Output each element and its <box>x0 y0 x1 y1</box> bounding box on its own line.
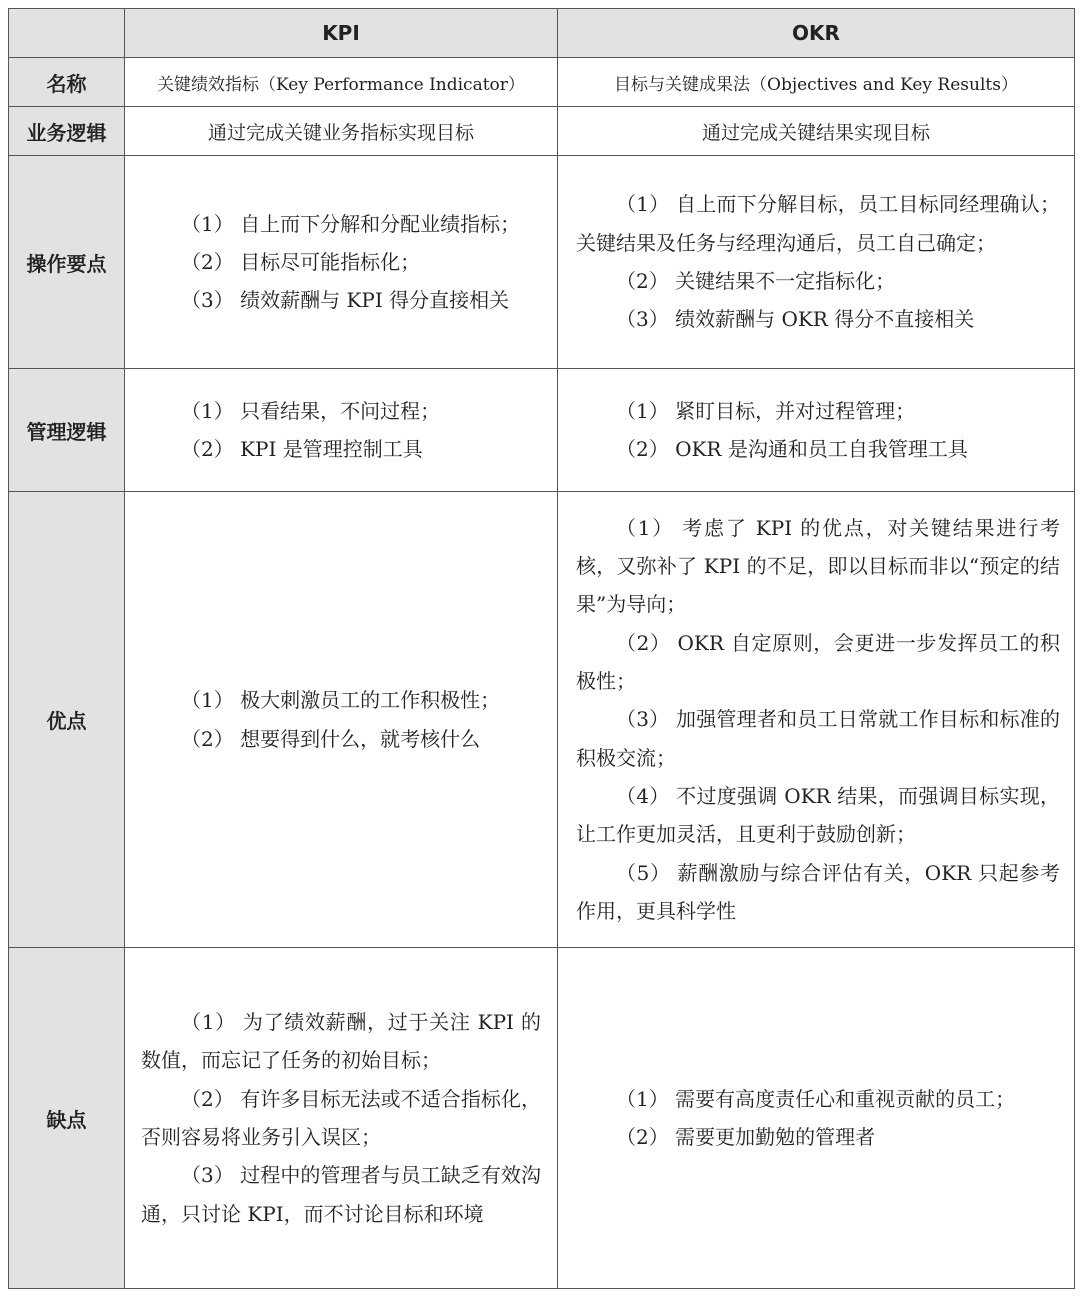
list-item: （1） 极大刺激员工的工作积极性； <box>181 688 501 713</box>
list-item: （2） 有许多目标无法或不适合指标化，否则容易将业务引入误区； <box>141 1086 541 1149</box>
row-label-name: 名称 <box>9 58 125 107</box>
list-item: （3） 绩效薪酬与 KPI 得分直接相关 <box>181 288 510 313</box>
kpi-business-logic-cell: 通过完成关键业务指标实现目标 <box>125 107 558 156</box>
row-label-advantages: 优点 <box>9 492 125 948</box>
row-name <box>9 58 1075 107</box>
list-item: （2） 想要得到什么，就考核什么 <box>181 726 481 751</box>
list-item: （1） 自上而下分解目标，员工目标同经理确认；关键结果及任务与经理沟通后，员工自己确定； <box>576 192 1060 255</box>
list-item: （4） 不过度强调 OKR 结果，而强调目标实现，让工作更加灵活，且更利于鼓励创新； <box>576 783 1060 847</box>
okr-management-logic-cell <box>558 369 1075 492</box>
kpi-key-operations-cell <box>125 156 558 369</box>
list-item: （1） 只看结果，不问过程； <box>181 398 441 423</box>
kpi-management-logic-cell <box>125 369 558 492</box>
list-item: （1） 紧盯目标，并对过程管理； <box>616 398 916 423</box>
list-item: （3） 加强管理者和员工日常就工作目标和标准的积极交流； <box>576 707 1060 770</box>
row-disadvantages <box>9 948 1075 1289</box>
row-key-operations <box>9 156 1075 369</box>
row-business-logic <box>9 107 1075 156</box>
okr-business-logic-cell: 通过完成关键结果实现目标 <box>558 107 1075 156</box>
list-item: （2） 关键结果不一定指标化； <box>616 269 896 293</box>
header-row <box>9 9 1075 58</box>
row-management-logic <box>9 369 1075 492</box>
kpi-okr-comparison-table <box>8 8 1075 1289</box>
header-kpi: KPI <box>125 9 558 58</box>
okr-key-operations-cell <box>558 156 1075 369</box>
okr-advantages-cell <box>558 492 1075 948</box>
list-item: （5） 薪酬激励与综合评估有关，OKR 只起参考作用，更具科学性 <box>576 860 1060 923</box>
row-label-disadvantages: 缺点 <box>9 948 125 1289</box>
okr-name-cell: 目标与关键成果法（Objectives and Key Results） <box>558 58 1075 107</box>
kpi-name-cell: 关键绩效指标（Key Performance Indicator） <box>125 58 558 107</box>
list-item: （3） 绩效薪酬与 OKR 得分不直接相关 <box>616 307 975 332</box>
list-item: （2） 目标尽可能指标化； <box>181 249 421 274</box>
header-corner <box>9 9 125 58</box>
header-okr: OKR <box>558 9 1075 58</box>
list-item: （2） OKR 自定原则，会更进一步发挥员工的积极性； <box>576 630 1060 694</box>
list-item: （2） OKR 是沟通和员工自我管理工具 <box>616 437 968 461</box>
list-item: （1） 需要有高度责任心和重视贡献的员工； <box>616 1086 1016 1111</box>
row-label-key-operations: 操作要点 <box>9 156 125 369</box>
list-item: （3） 过程中的管理者与员工缺乏有效沟通，只讨论 KPI，而不讨论目标和环境 <box>141 1163 541 1226</box>
row-advantages <box>9 492 1075 948</box>
list-item: （2） KPI 是管理控制工具 <box>181 437 423 461</box>
row-label-business-logic: 业务逻辑 <box>9 107 125 156</box>
kpi-advantages-cell <box>125 492 558 948</box>
list-item: （1） 为了绩效薪酬，过于关注 KPI 的数值，而忘记了任务的初始目标； <box>141 1010 541 1073</box>
list-item: （2） 需要更加勤勉的管理者 <box>616 1125 876 1149</box>
list-item: （1） 考虑了 KPI 的优点，对关键结果进行考核，又弥补了 KPI 的不足，即以目标而非以“预定的结果”为导向； <box>576 515 1060 617</box>
list-item: （1） 自上而下分解和分配业绩指标； <box>181 211 521 236</box>
row-label-management-logic: 管理逻辑 <box>9 369 125 492</box>
kpi-disadvantages-cell <box>125 948 558 1289</box>
okr-disadvantages-cell <box>558 948 1075 1289</box>
